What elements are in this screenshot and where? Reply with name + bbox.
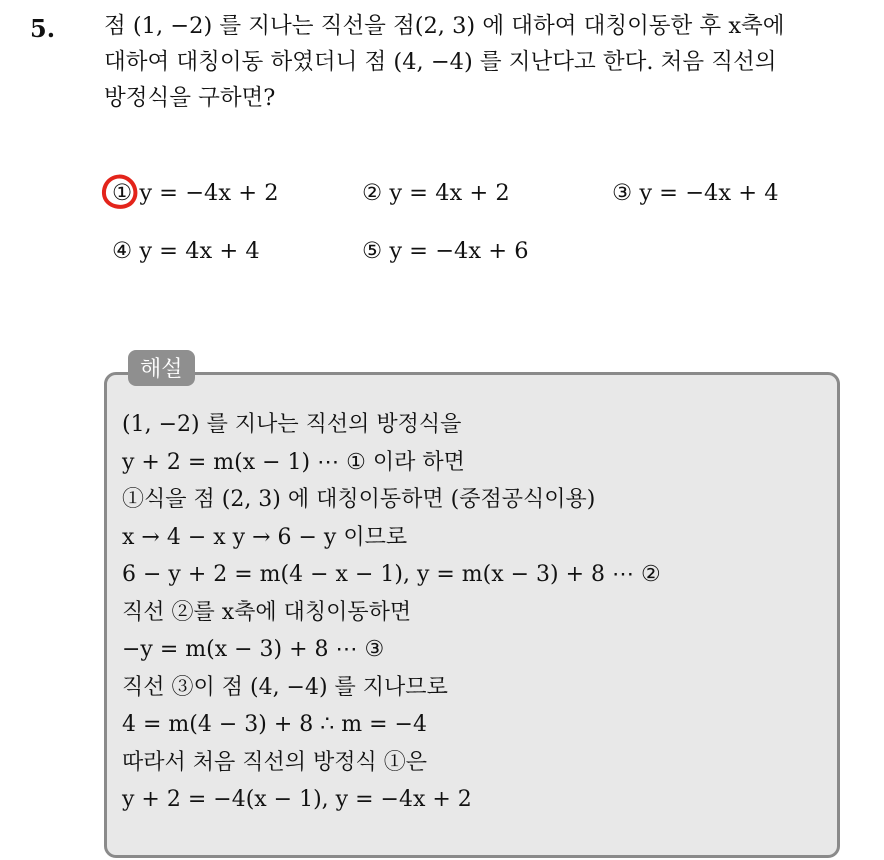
solution-line: x → 4 − x y → 6 − y 이므로 <box>122 524 408 550</box>
choice-3[interactable]: ③ y = −4x + 4 <box>612 180 779 206</box>
answer-circle-mark <box>100 173 140 213</box>
solution-line: y + 2 = −4(x − 1), y = −4x + 2 <box>122 787 472 812</box>
question-line: 대하여 대칭이동 하였더니 점 (4, −4) 를 지난다고 한다. 처음 직선의 <box>104 49 777 75</box>
solution-text <box>122 406 661 819</box>
solution-tag: 해설 <box>128 350 195 386</box>
question-line: 방정식을 구하면? <box>104 85 276 111</box>
question-text <box>104 8 874 116</box>
solution-line: −y = m(x − 3) + 8 ⋯ ③ <box>122 637 385 662</box>
question-number: 5. <box>30 14 56 43</box>
solution-line: 따라서 처음 직선의 방정식 ①은 <box>122 749 427 775</box>
choice-4[interactable]: ④ y = 4x + 4 <box>112 238 260 264</box>
solution-line: 직선 ③이 점 (4, −4) 를 지나므로 <box>122 674 448 700</box>
solution-line: ①식을 점 (2, 3) 에 대칭이동하면 (중점공식이용) <box>122 487 596 512</box>
solution-line: 4 = m(4 − 3) + 8 ∴ m = −4 <box>122 712 427 737</box>
choice-5[interactable]: ⑤ y = −4x + 6 <box>362 238 529 264</box>
question-line: 점 (1, −2) 를 지나는 직선을 점(2, 3) 에 대하여 대칭이동한 후 x축에 <box>104 13 785 39</box>
solution-line: y + 2 = m(x − 1) ⋯ ① 이라 하면 <box>122 449 465 475</box>
solution-line: 직선 ②를 x축에 대칭이동하면 <box>122 599 412 625</box>
solution-line: 6 − y + 2 = m(4 − x − 1), y = m(x − 3) + 8 ⋯ ② <box>122 562 661 587</box>
choice-2[interactable]: ② y = 4x + 2 <box>362 180 510 206</box>
choice-1[interactable]: ① y = −4x + 2 <box>112 180 279 206</box>
solution-line: (1, −2) 를 지나는 직선의 방정식을 <box>122 412 462 437</box>
